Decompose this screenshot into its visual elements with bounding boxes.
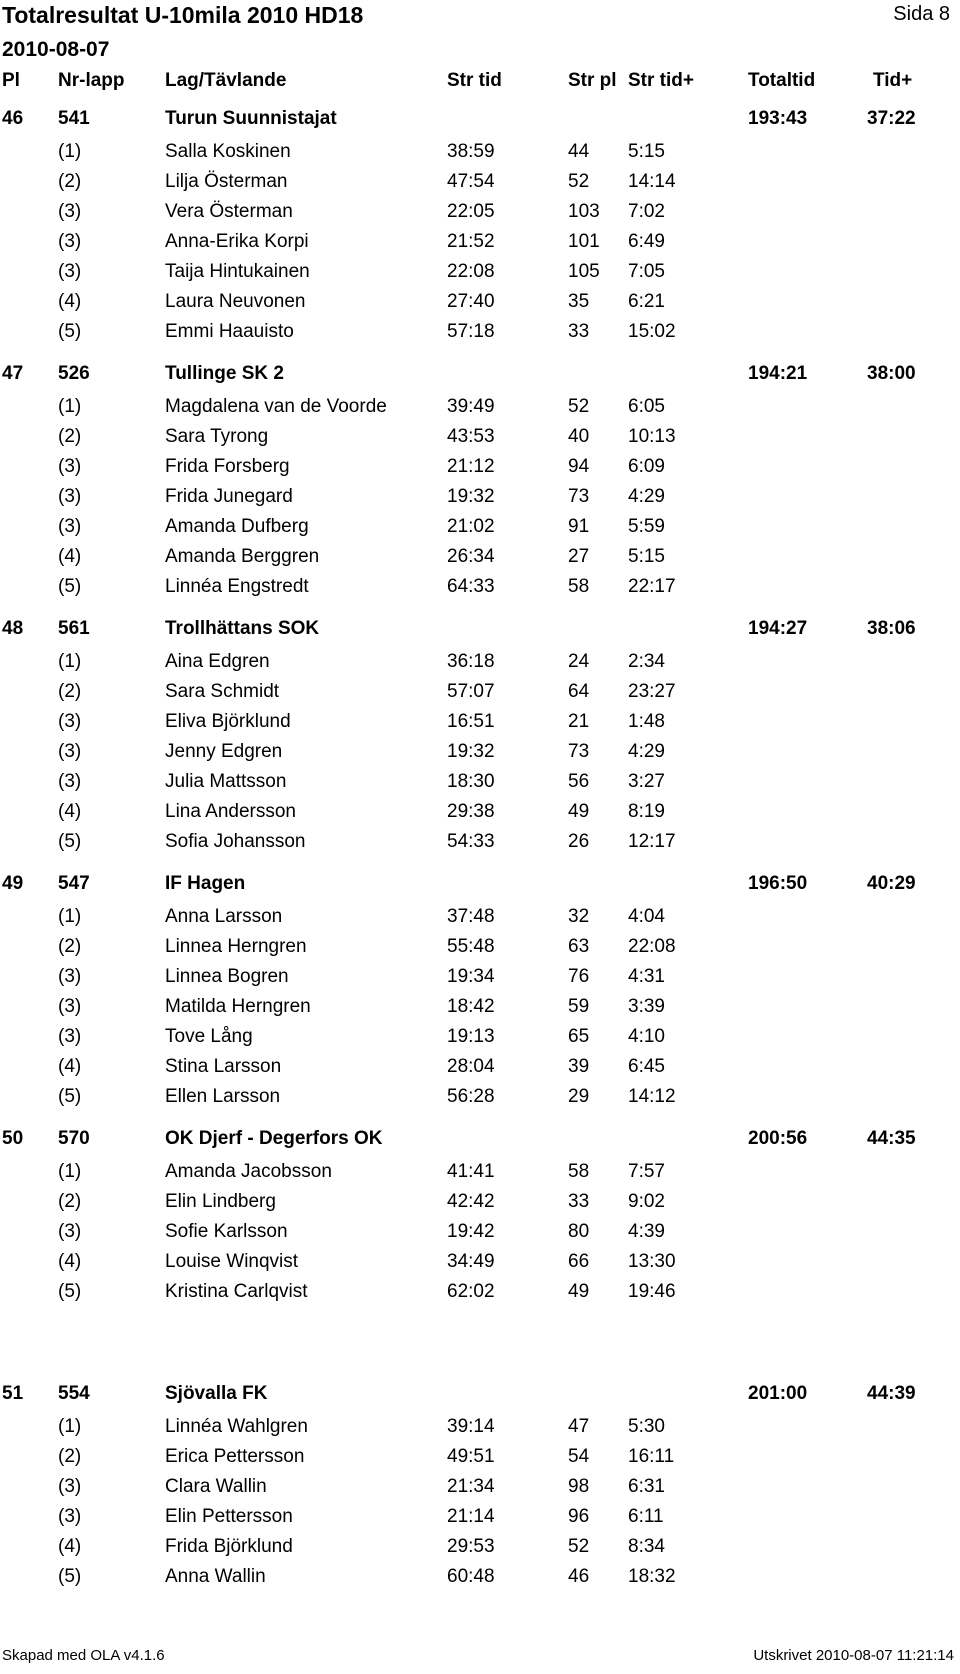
runner-leg-place: 46 (568, 1566, 590, 1587)
team-row (0, 1124, 960, 1157)
runner-row (0, 827, 960, 857)
runner-name: Frida Björklund (165, 1536, 293, 1557)
runner-leg-place: 54 (568, 1446, 590, 1467)
runner-leg-time: 38:59 (447, 141, 495, 162)
runner-leg: (3) (58, 741, 82, 762)
runner-leg: (3) (58, 771, 82, 792)
runner-leg-time: 21:14 (447, 1506, 495, 1527)
runner-row (0, 1082, 960, 1112)
runner-leg-time: 37:48 (447, 906, 495, 927)
runner-name: Salla Koskinen (165, 141, 291, 162)
runner-leg-time: 55:48 (447, 936, 495, 957)
team-total-time: 200:56 (748, 1128, 808, 1149)
runner-leg-time: 39:14 (447, 1416, 495, 1437)
runner-leg-time: 64:33 (447, 576, 495, 597)
runner-name: Linnéa Wahlgren (165, 1416, 308, 1437)
runner-leg-time: 22:05 (447, 201, 495, 222)
runner-leg-time-behind: 5:15 (628, 546, 665, 567)
team-block (0, 614, 960, 869)
runner-row (0, 1277, 960, 1307)
runner-leg-place: 101 (568, 231, 600, 252)
runner-leg: (5) (58, 1281, 82, 1302)
runner-leg-place: 91 (568, 516, 590, 537)
runner-row (0, 512, 960, 542)
runner-name: Elin Lindberg (165, 1191, 276, 1212)
runner-leg-time: 19:32 (447, 741, 495, 762)
runner-name: Sofie Karlsson (165, 1221, 288, 1242)
runner-leg: (3) (58, 231, 82, 252)
runner-row (0, 317, 960, 347)
runner-name: Amanda Jacobsson (165, 1161, 332, 1182)
runner-leg: (3) (58, 1506, 82, 1527)
runner-name: Ellen Larsson (165, 1086, 281, 1107)
team-block (0, 104, 960, 359)
runner-leg: (4) (58, 801, 82, 822)
column-header-nrlapp: Nr-lapp (58, 70, 125, 91)
runner-leg-time-behind: 14:12 (628, 1086, 676, 1107)
team-time-behind: 38:06 (867, 618, 916, 639)
runner-leg-time-behind: 13:30 (628, 1251, 676, 1272)
runner-leg-place: 47 (568, 1416, 590, 1437)
team-name: Trollhättans SOK (165, 618, 320, 639)
runner-name: Amanda Berggren (165, 546, 320, 567)
runner-leg-time-behind: 22:17 (628, 576, 676, 597)
runner-row (0, 452, 960, 482)
runner-row (0, 1217, 960, 1247)
team-block (0, 1124, 960, 1379)
runner-leg-time-behind: 8:34 (628, 1536, 665, 1557)
runner-leg-time: 56:28 (447, 1086, 495, 1107)
runner-leg-time-behind: 16:11 (628, 1446, 675, 1467)
runner-leg-time: 16:51 (447, 711, 495, 732)
runner-leg-place: 56 (568, 771, 590, 792)
runner-leg: (1) (58, 141, 82, 162)
runner-leg-place: 65 (568, 1026, 590, 1047)
runner-leg-place: 80 (568, 1221, 590, 1242)
runner-leg-place: 105 (568, 261, 600, 282)
runner-leg-time-behind: 19:46 (628, 1281, 676, 1302)
runner-row (0, 257, 960, 287)
team-name: Turun Suunnistajat (165, 108, 337, 129)
runner-leg-time: 18:30 (447, 771, 495, 792)
runner-row (0, 1157, 960, 1187)
team-time-behind: 38:00 (867, 363, 916, 384)
runner-name: Magdalena van de Voorde (165, 396, 387, 417)
runner-leg: (3) (58, 516, 82, 537)
runner-row (0, 797, 960, 827)
runner-row (0, 227, 960, 257)
team-bib-number: 570 (58, 1128, 90, 1149)
runner-row (0, 1412, 960, 1442)
column-header-lag: Lag/Tävlande (165, 70, 287, 91)
runner-leg-place: 40 (568, 426, 590, 447)
runner-leg: (5) (58, 1086, 82, 1107)
runner-leg-place: 98 (568, 1476, 590, 1497)
column-header-strtid: Str tid (447, 70, 502, 91)
runner-leg: (5) (58, 831, 82, 852)
runner-leg-time: 43:53 (447, 426, 495, 447)
runner-leg-place: 49 (568, 1281, 590, 1302)
team-placing: 46 (2, 108, 24, 129)
runner-leg-place: 33 (568, 1191, 590, 1212)
runner-leg-place: 59 (568, 996, 590, 1017)
team-name: IF Hagen (165, 873, 246, 894)
column-header-strtidplus: Str tid+ (628, 70, 694, 91)
runner-name: Lilja Österman (165, 171, 288, 192)
runner-leg-time-behind: 5:59 (628, 516, 665, 537)
runner-leg-time-behind: 4:29 (628, 741, 665, 762)
team-bib-number: 547 (58, 873, 90, 894)
runner-row (0, 677, 960, 707)
runner-leg-time: 57:07 (447, 681, 495, 702)
runner-row (0, 737, 960, 767)
runner-leg-time: 18:42 (447, 996, 495, 1017)
runner-leg-time-behind: 12:17 (628, 831, 676, 852)
team-total-time: 193:43 (748, 108, 808, 129)
runner-row (0, 392, 960, 422)
team-block (0, 359, 960, 614)
runner-leg-time: 57:18 (447, 321, 495, 342)
runner-leg-time-behind: 7:57 (628, 1161, 665, 1182)
runner-name: Linnéa Engstredt (165, 576, 309, 597)
column-header-strpl: Str pl (568, 70, 617, 91)
runner-leg-place: 58 (568, 1161, 590, 1182)
runner-row (0, 1442, 960, 1472)
runner-row (0, 1022, 960, 1052)
runner-leg: (2) (58, 426, 82, 447)
runner-leg-time-behind: 7:05 (628, 261, 665, 282)
runner-name: Frida Junegard (165, 486, 293, 507)
runner-leg-time-behind: 3:27 (628, 771, 665, 792)
team-time-behind: 37:22 (867, 108, 916, 129)
runner-leg: (4) (58, 1536, 82, 1557)
runner-leg: (2) (58, 936, 82, 957)
runner-leg: (2) (58, 681, 82, 702)
team-placing: 51 (2, 1383, 24, 1404)
team-bib-number: 541 (58, 108, 90, 129)
runner-leg-place: 63 (568, 936, 590, 957)
runner-leg: (3) (58, 201, 82, 222)
team-placing: 49 (2, 873, 24, 894)
runner-leg: (3) (58, 456, 82, 477)
runner-leg-place: 32 (568, 906, 590, 927)
runner-row (0, 572, 960, 602)
runner-row (0, 902, 960, 932)
runner-name: Emmi Haauisto (165, 321, 294, 342)
runner-leg: (4) (58, 1251, 82, 1272)
runner-row (0, 647, 960, 677)
runner-leg: (5) (58, 321, 82, 342)
runner-name: Aina Edgren (165, 651, 270, 672)
runner-name: Sara Tyrong (165, 426, 269, 447)
runner-leg: (2) (58, 1446, 82, 1467)
runner-name: Anna Wallin (165, 1566, 266, 1587)
runner-row (0, 932, 960, 962)
runner-name: Anna Larsson (165, 906, 283, 927)
runner-leg-time: 47:54 (447, 171, 495, 192)
runner-name: Stina Larsson (165, 1056, 282, 1077)
runner-row (0, 1247, 960, 1277)
runner-name: Laura Neuvonen (165, 291, 306, 312)
runner-leg-place: 35 (568, 291, 590, 312)
runner-leg-time: 36:18 (447, 651, 495, 672)
runner-row (0, 1562, 960, 1592)
runner-leg-time-behind: 6:11 (628, 1506, 664, 1527)
page-header (0, 0, 960, 100)
runner-name: Linnea Bogren (165, 966, 289, 987)
runner-name: Linnea Herngren (165, 936, 307, 957)
runner-leg-time: 19:34 (447, 966, 495, 987)
runner-leg: (1) (58, 906, 82, 927)
runner-leg-place: 49 (568, 801, 590, 822)
runner-leg-time-behind: 4:10 (628, 1026, 665, 1047)
footer-created-with: Skapad med OLA v4.1.6 (2, 1647, 165, 1664)
runner-row (0, 422, 960, 452)
runner-name: Taija Hintukainen (165, 261, 310, 282)
runner-name: Tove Lång (165, 1026, 253, 1047)
runner-leg-place: 33 (568, 321, 590, 342)
footer-printed-at: Utskrivet 2010-08-07 11:21:14 (753, 1647, 954, 1664)
runner-leg: (3) (58, 1026, 82, 1047)
runner-row (0, 1532, 960, 1562)
report-title: Totalresultat U-10mila 2010 HD18 (2, 2, 364, 28)
runner-name: Sara Schmidt (165, 681, 280, 702)
runner-leg-place: 52 (568, 1536, 590, 1557)
runner-leg: (3) (58, 486, 82, 507)
runner-leg-time: 28:04 (447, 1056, 495, 1077)
runner-row (0, 197, 960, 227)
runner-leg: (3) (58, 966, 82, 987)
runner-leg-time-behind: 4:31 (628, 966, 665, 987)
team-block (0, 1379, 960, 1634)
runner-leg: (3) (58, 261, 82, 282)
runner-leg-place: 73 (568, 741, 590, 762)
runner-leg-time: 41:41 (447, 1161, 495, 1182)
runner-leg-place: 39 (568, 1056, 590, 1077)
team-time-behind: 44:39 (867, 1383, 916, 1404)
runner-row (0, 1052, 960, 1082)
team-placing: 47 (2, 363, 24, 384)
runner-leg-time: 27:40 (447, 291, 495, 312)
runner-row (0, 1472, 960, 1502)
runner-leg: (5) (58, 1566, 82, 1587)
team-row (0, 1379, 960, 1412)
runner-leg: (1) (58, 396, 82, 417)
runner-leg: (3) (58, 996, 82, 1017)
team-bib-number: 554 (58, 1383, 90, 1404)
runner-row (0, 962, 960, 992)
team-placing: 50 (2, 1128, 24, 1149)
page-number: Sida 8 (893, 3, 950, 25)
runner-leg-place: 103 (568, 201, 600, 222)
runner-leg-time-behind: 10:13 (628, 426, 676, 447)
runner-row (0, 1502, 960, 1532)
runner-name: Anna-Erika Korpi (165, 231, 309, 252)
runner-leg-time: 21:12 (447, 456, 495, 477)
runner-leg: (3) (58, 711, 82, 732)
runner-leg-time-behind: 4:39 (628, 1221, 665, 1242)
runner-row (0, 767, 960, 797)
runner-leg-time-behind: 6:49 (628, 231, 665, 252)
runner-leg-time-behind: 5:15 (628, 141, 665, 162)
runner-leg-time-behind: 15:02 (628, 321, 676, 342)
runner-leg-time-behind: 2:34 (628, 651, 665, 672)
team-row (0, 614, 960, 647)
runner-leg-place: 27 (568, 546, 590, 567)
team-name: Tullinge SK 2 (165, 363, 284, 384)
runner-leg-time: 49:51 (447, 1446, 495, 1467)
runner-leg-time-behind: 1:48 (628, 711, 665, 732)
runner-leg-place: 96 (568, 1506, 590, 1527)
runner-leg-place: 52 (568, 396, 590, 417)
runner-leg: (1) (58, 1161, 82, 1182)
runner-leg-time: 19:13 (447, 1026, 495, 1047)
team-name: Sjövalla FK (165, 1383, 268, 1404)
runner-leg: (4) (58, 546, 82, 567)
runner-leg-time-behind: 4:29 (628, 486, 665, 507)
runner-leg-time: 34:49 (447, 1251, 495, 1272)
runner-leg-place: 26 (568, 831, 590, 852)
column-header-pl: Pl (2, 70, 20, 91)
team-total-time: 194:27 (748, 618, 808, 639)
runner-leg-time: 39:49 (447, 396, 495, 417)
runner-name: Elin Pettersson (165, 1506, 293, 1527)
runner-leg-time-behind: 5:30 (628, 1416, 665, 1437)
team-time-behind: 40:29 (867, 873, 916, 894)
runner-leg-time: 29:53 (447, 1536, 495, 1557)
runner-leg-time-behind: 7:02 (628, 201, 665, 222)
runner-row (0, 707, 960, 737)
runner-row (0, 137, 960, 167)
team-time-behind: 44:35 (867, 1128, 916, 1149)
runner-leg-time: 60:48 (447, 1566, 495, 1587)
runner-leg: (3) (58, 1476, 82, 1497)
runner-leg-place: 64 (568, 681, 590, 702)
runner-leg-time-behind: 18:32 (628, 1566, 676, 1587)
team-name: OK Djerf - Degerfors OK (165, 1128, 383, 1149)
runner-name: Matilda Herngren (165, 996, 311, 1017)
column-header-tidplus: Tid+ (873, 70, 913, 91)
runner-leg-place: 21 (568, 711, 590, 732)
runner-leg-place: 94 (568, 456, 590, 477)
runner-leg: (2) (58, 171, 82, 192)
runner-leg-place: 66 (568, 1251, 590, 1272)
runner-leg-time-behind: 23:27 (628, 681, 676, 702)
runner-leg-time: 21:02 (447, 516, 495, 537)
runner-leg-time: 62:02 (447, 1281, 495, 1302)
runner-name: Eliva Björklund (165, 711, 291, 732)
runner-name: Julia Mattsson (165, 771, 287, 792)
runner-leg: (1) (58, 651, 82, 672)
team-total-time: 196:50 (748, 873, 808, 894)
runner-leg-time: 29:38 (447, 801, 495, 822)
runner-name: Louise Winqvist (165, 1251, 299, 1272)
team-bib-number: 561 (58, 618, 90, 639)
team-row (0, 359, 960, 392)
team-bib-number: 526 (58, 363, 90, 384)
runner-row (0, 167, 960, 197)
runner-row (0, 542, 960, 572)
runner-leg-place: 58 (568, 576, 590, 597)
runner-leg-place: 52 (568, 171, 590, 192)
runner-leg-time: 21:52 (447, 231, 495, 252)
team-row (0, 869, 960, 902)
runner-leg-time-behind: 8:19 (628, 801, 665, 822)
runner-name: Lina Andersson (165, 801, 296, 822)
report-date: 2010-08-07 (2, 38, 110, 61)
runner-leg-time: 26:34 (447, 546, 495, 567)
runner-leg: (4) (58, 1056, 82, 1077)
team-total-time: 201:00 (748, 1383, 808, 1404)
runner-name: Amanda Dufberg (165, 516, 309, 537)
runner-leg-time: 22:08 (447, 261, 495, 282)
runner-leg-time-behind: 6:21 (628, 291, 665, 312)
runner-leg-time: 19:42 (447, 1221, 495, 1242)
results-list (0, 104, 960, 1634)
runner-leg-time-behind: 6:09 (628, 456, 665, 477)
runner-leg-place: 24 (568, 651, 590, 672)
runner-name: Sofia Johansson (165, 831, 306, 852)
runner-leg-time-behind: 9:02 (628, 1191, 665, 1212)
runner-leg-time-behind: 6:05 (628, 396, 665, 417)
runner-leg-place: 76 (568, 966, 590, 987)
runner-leg: (4) (58, 291, 82, 312)
runner-name: Clara Wallin (165, 1476, 267, 1497)
column-header-totaltid: Totaltid (748, 70, 816, 91)
runner-leg-time-behind: 4:04 (628, 906, 665, 927)
runner-leg-time-behind: 22:08 (628, 936, 676, 957)
runner-leg-time-behind: 6:45 (628, 1056, 665, 1077)
runner-leg-time: 21:34 (447, 1476, 495, 1497)
team-total-time: 194:21 (748, 363, 808, 384)
runner-name: Vera Österman (165, 201, 293, 222)
runner-leg: (2) (58, 1191, 82, 1212)
runner-leg-time-behind: 6:31 (628, 1476, 665, 1497)
team-placing: 48 (2, 618, 24, 639)
runner-leg: (3) (58, 1221, 82, 1242)
runner-leg-place: 29 (568, 1086, 590, 1107)
runner-name: Frida Forsberg (165, 456, 290, 477)
runner-leg-time-behind: 3:39 (628, 996, 665, 1017)
runner-leg-time: 19:32 (447, 486, 495, 507)
runner-row (0, 482, 960, 512)
runner-leg-time: 54:33 (447, 831, 495, 852)
team-block (0, 869, 960, 1124)
team-row (0, 104, 960, 137)
runner-row (0, 287, 960, 317)
runner-leg-place: 44 (568, 141, 590, 162)
runner-name: Jenny Edgren (165, 741, 283, 762)
runner-row (0, 992, 960, 1022)
runner-name: Erica Pettersson (165, 1446, 305, 1467)
runner-leg-place: 73 (568, 486, 590, 507)
runner-leg: (5) (58, 576, 82, 597)
runner-leg-time: 42:42 (447, 1191, 495, 1212)
runner-leg: (1) (58, 1416, 82, 1437)
runner-leg-time-behind: 14:14 (628, 171, 676, 192)
runner-row (0, 1187, 960, 1217)
runner-name: Kristina Carlqvist (165, 1281, 308, 1302)
